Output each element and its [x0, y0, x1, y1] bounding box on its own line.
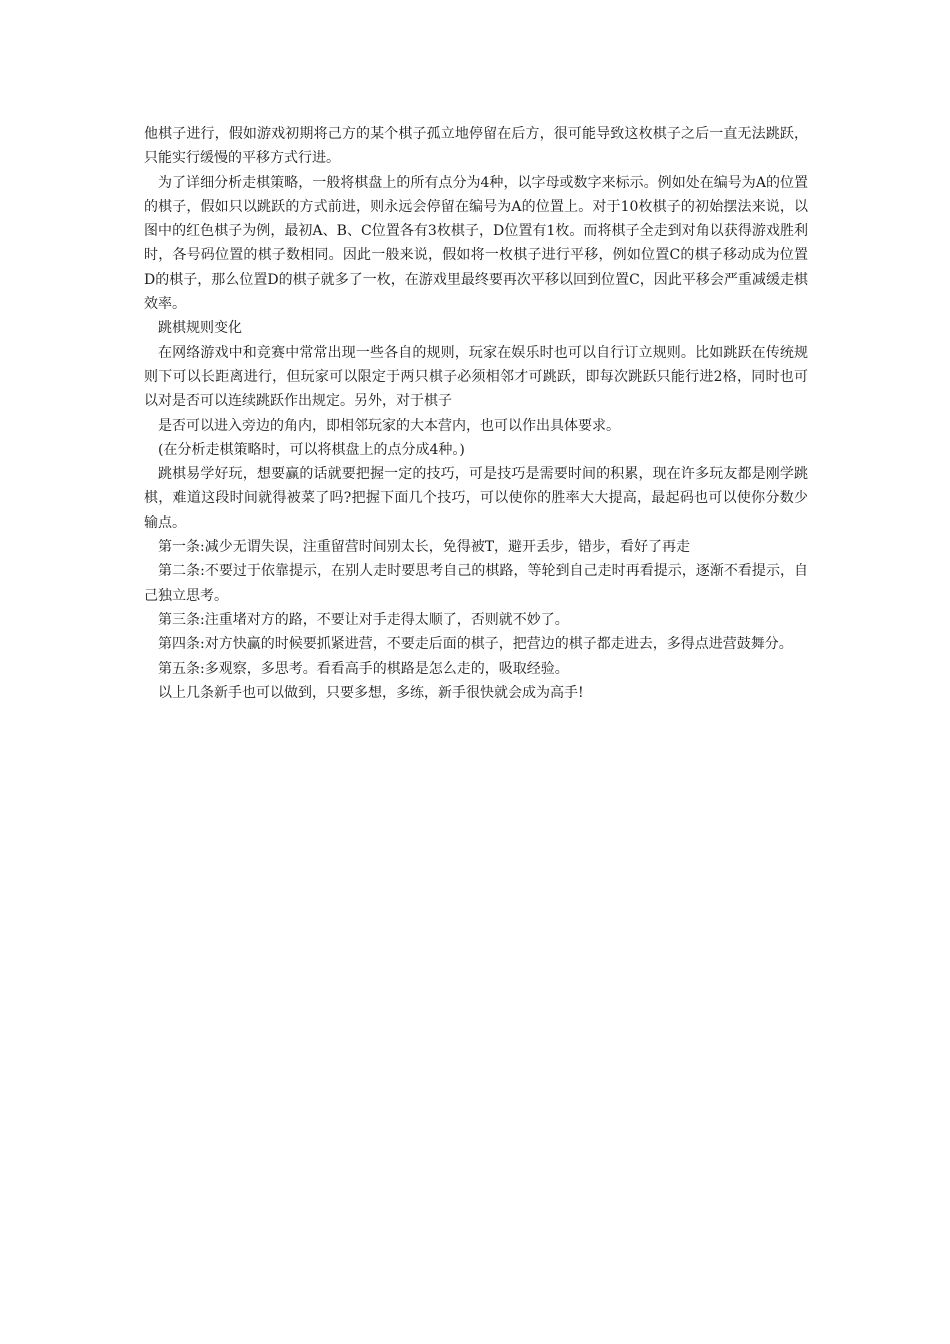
tip-5: 第五条:多观察，多思考。看看高手的棋路是怎么走的，吸取经验。: [158, 660, 569, 677]
tip-1: 第一条:减少无谓失误，注重留营时间别太长，免得被T，避开丢步，错步，看好了再走: [158, 539, 691, 556]
section-heading-rule-variations: 跳棋规则变化: [158, 320, 242, 337]
paragraph-figure-caption: (在分析走棋策略时，可以将棋盘上的点分成4种。): [158, 441, 465, 458]
paragraph-conclusion: 以上几条新手也可以做到，只要多想，多练，新手很快就会成为高手!: [158, 684, 584, 701]
paragraph-rule-variations: 在网络游戏中和竞赛中常常出现一些各自的规则，玩家在娱乐时也可以自行订立规则。比如跳跃在传统规则下可以长距离进行，但玩家可以限定于两只棋子必须相邻才可跳跃，即每次跳跃只能行进2格，同时也可以对是否可以连续跳跃作出规定。另外，对于棋子: [144, 344, 808, 410]
paragraph-tips-intro: 跳棋易学好玩，想要赢的话就要把握一定的技巧，可是技巧是需要时间的积累，现在许多玩友都是刚学跳棋，难道这段时间就得被菜了吗?把握下面几个技巧，可以使你的胜率大大提高，最起码也可以使你分数少输点。: [144, 466, 808, 531]
paragraph-continuation: 他棋子进行，假如游戏初期将己方的某个棋子孤立地停留在后方，很可能导致这枚棋子之后一直无法跳跃，只能实行缓慢的平移方式行进。: [144, 126, 808, 167]
document-page: [144, 122, 808, 705]
paragraph-corner-rule: 是否可以进入旁边的角内，即相邻玩家的大本营内，也可以作出具体要求。: [158, 417, 620, 434]
paragraph-strategy-analysis: 为了详细分析走棋策略，一般将棋盘上的所有点分为4种，以字母或数字来标示。例如处在编号为A的位置的棋子，假如只以跳跃的方式前进，则永远会停留在编号为A的位置上。对于10枚棋子的初始摆法来说，以图中的红色棋子为例，最初A、B、C位置各有3枚棋子，D位置有1枚。而将棋子全走到对角以获得游戏胜利时，各号码位置的棋子数相同。因此一般来说，假如将一枚棋子进行平移，例如位置C的棋子移动成为位置D的棋子，那么位置D的棋子就多了一枚，在游戏里最终要再次平移以回到位置C，因此平移会严重减缓走棋效率。: [144, 174, 808, 313]
tip-2: 第二条:不要过于依靠提示，在别人走时要思考自己的棋路，等轮到自己走时再看提示，逐渐不看提示，自己独立思考。: [144, 563, 808, 604]
tip-4: 第四条:对方快赢的时候要抓紧进营，不要走后面的棋子，把营边的棋子都走进去，多得点进营鼓舞分。: [158, 636, 793, 653]
tip-3: 第三条:注重堵对方的路，不要让对手走得太顺了，否则就不妙了。: [158, 611, 569, 628]
